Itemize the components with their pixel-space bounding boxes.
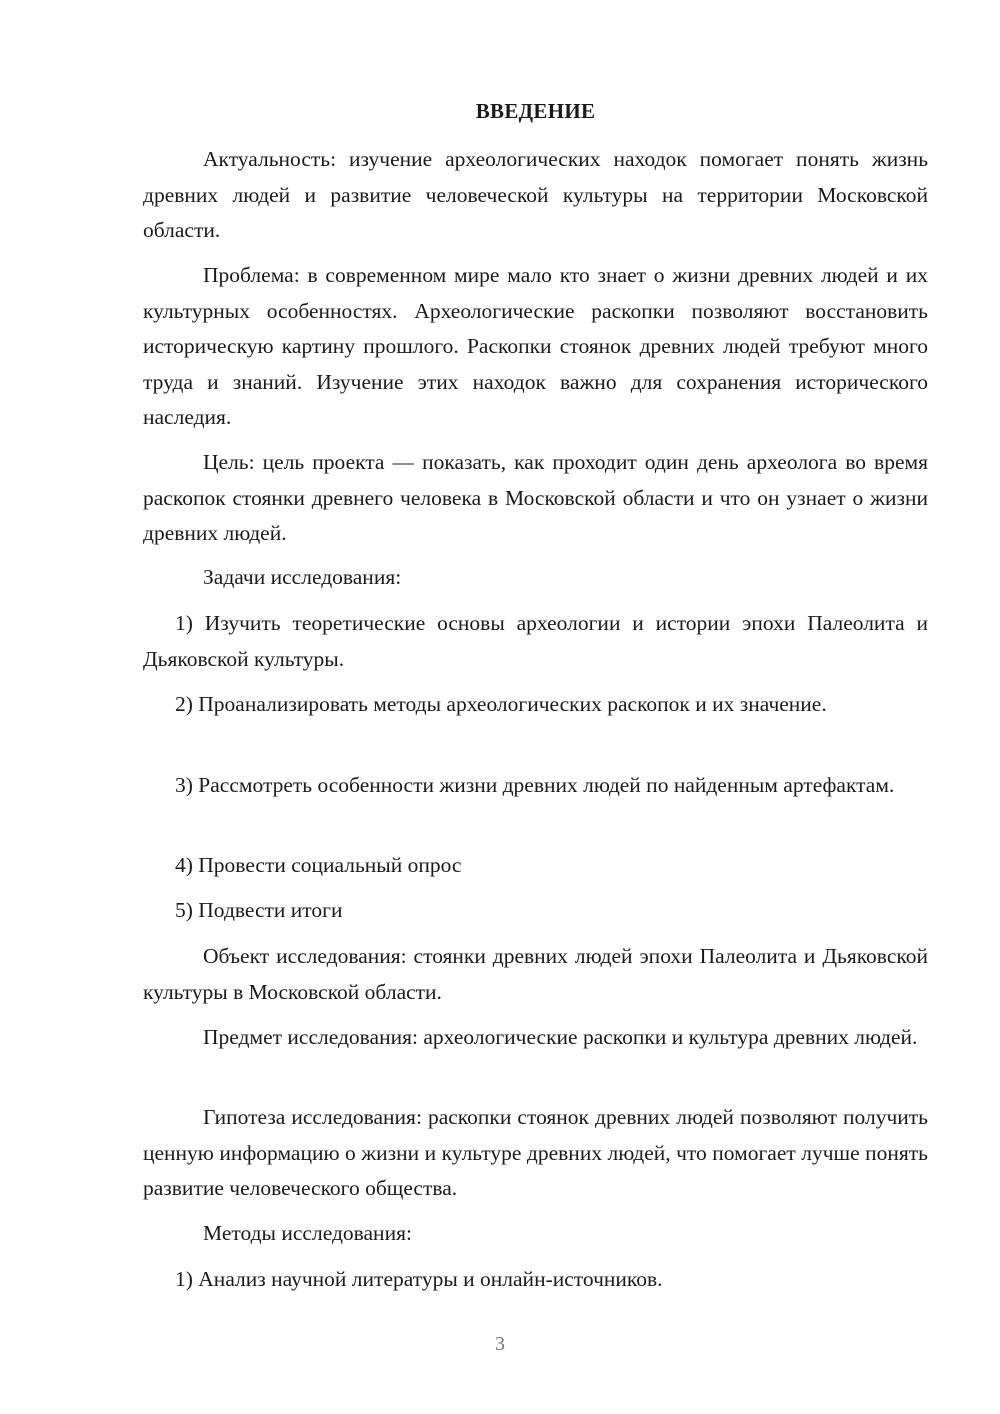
task-item-2: 2) Проанализировать методы археологических раскопок и их значение. [175,692,827,716]
methods-heading: Методы исследования: [203,1221,412,1245]
problem-paragraph: Проблема: в современном мире мало кто знает о жизни древних людей и их культурных особенностях. Археологические раскопки позволяют восстановить историческую картину прошлого. Раскопки стоянок древних людей требуют много труда и знаний. Изучение этих находок важно для сохранения исторического наследия. [143,263,928,429]
task-item-1: 1) Изучить теоретические основы археологии и истории эпохи Палеолита и Дьяковской культуры. [143,611,928,671]
section-title: ВВЕДЕНИЕ [475,99,596,123]
hypothesis-paragraph: Гипотеза исследования: раскопки стоянок древних людей позволяют получить ценную информацию о жизни и культуре древних людей, что помогает лучше понять развитие человеческого общества. [143,1105,928,1200]
object-paragraph: Объект исследования: стоянки древних людей эпохи Палеолита и Дьяковской культуры в Московской области. [143,944,928,1004]
task-item-3: 3) Рассмотреть особенности жизни древних людей по найденным артефактам. [175,773,895,797]
goal-paragraph: Цель: цель проекта — показать, как проходит один день археолога во время раскопок стоянки древнего человека в Московской области и что он узнает о жизни древних людей. [143,450,928,545]
method-item-1: 1) Анализ научной литературы и онлайн-источников. [175,1267,663,1291]
tasks-heading: Задачи исследования: [203,565,402,589]
relevance-paragraph: Актуальность: изучение археологических находок помогает понять жизнь древних людей и развитие человеческой культуры на территории Московской области. [143,147,928,242]
task-item-4: 4) Провести социальный опрос [175,853,462,877]
task-item-5: 5) Подвести итоги [175,898,343,922]
subject-paragraph: Предмет исследования: археологические раскопки и культура древних людей. [203,1025,918,1049]
page-number: 3 [495,1333,505,1355]
